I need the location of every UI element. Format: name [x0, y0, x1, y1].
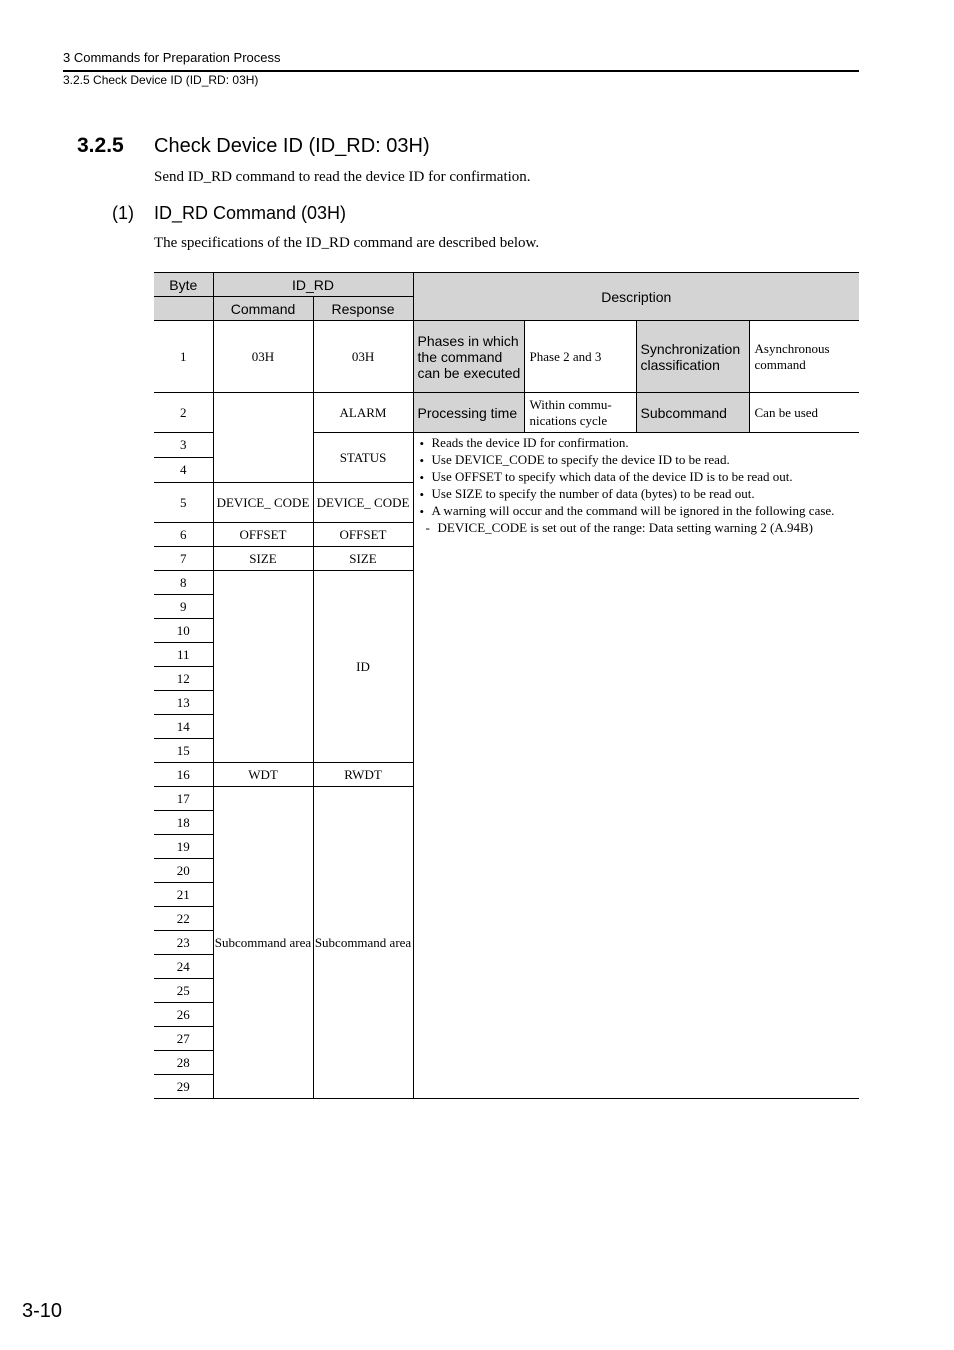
command-cell-blank	[213, 393, 313, 483]
byte-cell: 5	[154, 483, 213, 523]
byte-cell: 23	[154, 931, 213, 955]
byte-cell: 15	[154, 739, 213, 763]
header-description: Description	[413, 273, 859, 321]
byte-cell: 7	[154, 547, 213, 571]
section-intro: Send ID_RD command to read the device ID for confirmation.	[154, 169, 531, 185]
command-cell: DEVICE_ CODE	[213, 483, 313, 523]
byte-cell: 1	[154, 321, 213, 393]
description-item: • Use DEVICE_CODE to specify the device ID to be read.	[419, 452, 730, 468]
spec-phases-label: Phases in which the command can be executed	[413, 321, 524, 393]
description-item: • Use OFFSET to specify which data of the device ID is to be read out.	[419, 469, 793, 485]
description-subitem: - DEVICE_CODE is set out of the range: Data setting warning 2 (A.94B)	[425, 520, 813, 535]
response-cell: ID	[313, 571, 413, 763]
running-header-section: 3.2.5 Check Device ID (ID_RD: 03H)	[63, 73, 259, 87]
command-cell: WDT	[213, 763, 313, 787]
byte-cell: 4	[154, 458, 213, 483]
description-cell	[413, 433, 859, 1099]
response-cell: RWDT	[313, 763, 413, 787]
byte-cell: 14	[154, 715, 213, 739]
header-response: Response	[313, 297, 413, 321]
header-byte-blank	[154, 297, 213, 321]
byte-cell: 3	[154, 433, 213, 458]
command-cell: OFFSET	[213, 523, 313, 547]
byte-cell: 12	[154, 667, 213, 691]
header-rule	[63, 70, 859, 72]
bullet-mark: •	[419, 453, 425, 468]
response-cell: 03H	[313, 321, 413, 393]
dash-mark: -	[425, 520, 430, 535]
description-item: • Reads the device ID for confirmation.	[419, 435, 629, 451]
section-title: Check Device ID (ID_RD: 03H)	[154, 135, 430, 157]
spec-sync-value: Asynchronous command	[749, 321, 859, 393]
header-id-rd: ID_RD	[213, 273, 413, 297]
page-number: 3-10	[22, 1300, 63, 1322]
byte-cell: 22	[154, 907, 213, 931]
byte-cell: 26	[154, 1003, 213, 1027]
byte-cell: 25	[154, 979, 213, 1003]
header-byte: Byte	[154, 273, 213, 297]
byte-cell: 11	[154, 643, 213, 667]
byte-cell: 28	[154, 1051, 213, 1075]
byte-cell: 17	[154, 787, 213, 811]
section-number: 3.2.5	[77, 134, 124, 157]
byte-cell: 24	[154, 955, 213, 979]
byte-cell: 13	[154, 691, 213, 715]
byte-cell: 21	[154, 883, 213, 907]
spec-processing-label: Processing time	[413, 393, 524, 433]
command-cell-blank	[213, 571, 313, 763]
response-cell: SIZE	[313, 547, 413, 571]
byte-cell: 16	[154, 763, 213, 787]
response-cell: ALARM	[313, 393, 413, 433]
response-cell: OFFSET	[313, 523, 413, 547]
byte-cell: 18	[154, 811, 213, 835]
byte-cell: 9	[154, 595, 213, 619]
command-cell: SIZE	[213, 547, 313, 571]
running-header-chapter: 3 Commands for Preparation Process	[63, 50, 281, 65]
description-item: • A warning will occur and the command will be ignored in the following case.	[419, 503, 835, 519]
bullet-mark: •	[419, 470, 425, 485]
byte-cell: 29	[154, 1075, 213, 1099]
command-cell: 03H	[213, 321, 313, 393]
header-command: Command	[213, 297, 313, 321]
command-cell: Subcommand area	[213, 787, 313, 1099]
response-cell: DEVICE_ CODE	[313, 483, 413, 523]
byte-cell: 20	[154, 859, 213, 883]
subsection-intro: The specifications of the ID_RD command are described below.	[154, 235, 540, 251]
subsection-title: ID_RD Command (03H)	[154, 203, 347, 223]
bullet-mark: •	[419, 487, 425, 502]
spec-sync-label: Synchronization classification	[636, 321, 749, 393]
byte-cell: 27	[154, 1027, 213, 1051]
id-rd-spec-table	[154, 272, 859, 1099]
byte-cell: 8	[154, 571, 213, 595]
byte-cell: 6	[154, 523, 213, 547]
byte-cell: 10	[154, 619, 213, 643]
spec-subcommand-value: Can be used	[749, 393, 859, 433]
byte-cell: 2	[154, 393, 213, 433]
response-cell: STATUS	[313, 433, 413, 483]
bullet-mark: •	[419, 504, 425, 519]
spec-processing-value: Within commu- nications cycle	[524, 393, 636, 433]
description-item: • Use SIZE to specify the number of data (bytes) to be read out.	[419, 486, 755, 502]
spec-subcommand-label: Subcommand	[636, 393, 749, 433]
spec-phases-value: Phase 2 and 3	[524, 321, 636, 393]
subsection-number: (1)	[112, 203, 134, 223]
byte-cell: 19	[154, 835, 213, 859]
bullet-mark: •	[419, 436, 425, 451]
response-cell: Subcommand area	[313, 787, 413, 1099]
